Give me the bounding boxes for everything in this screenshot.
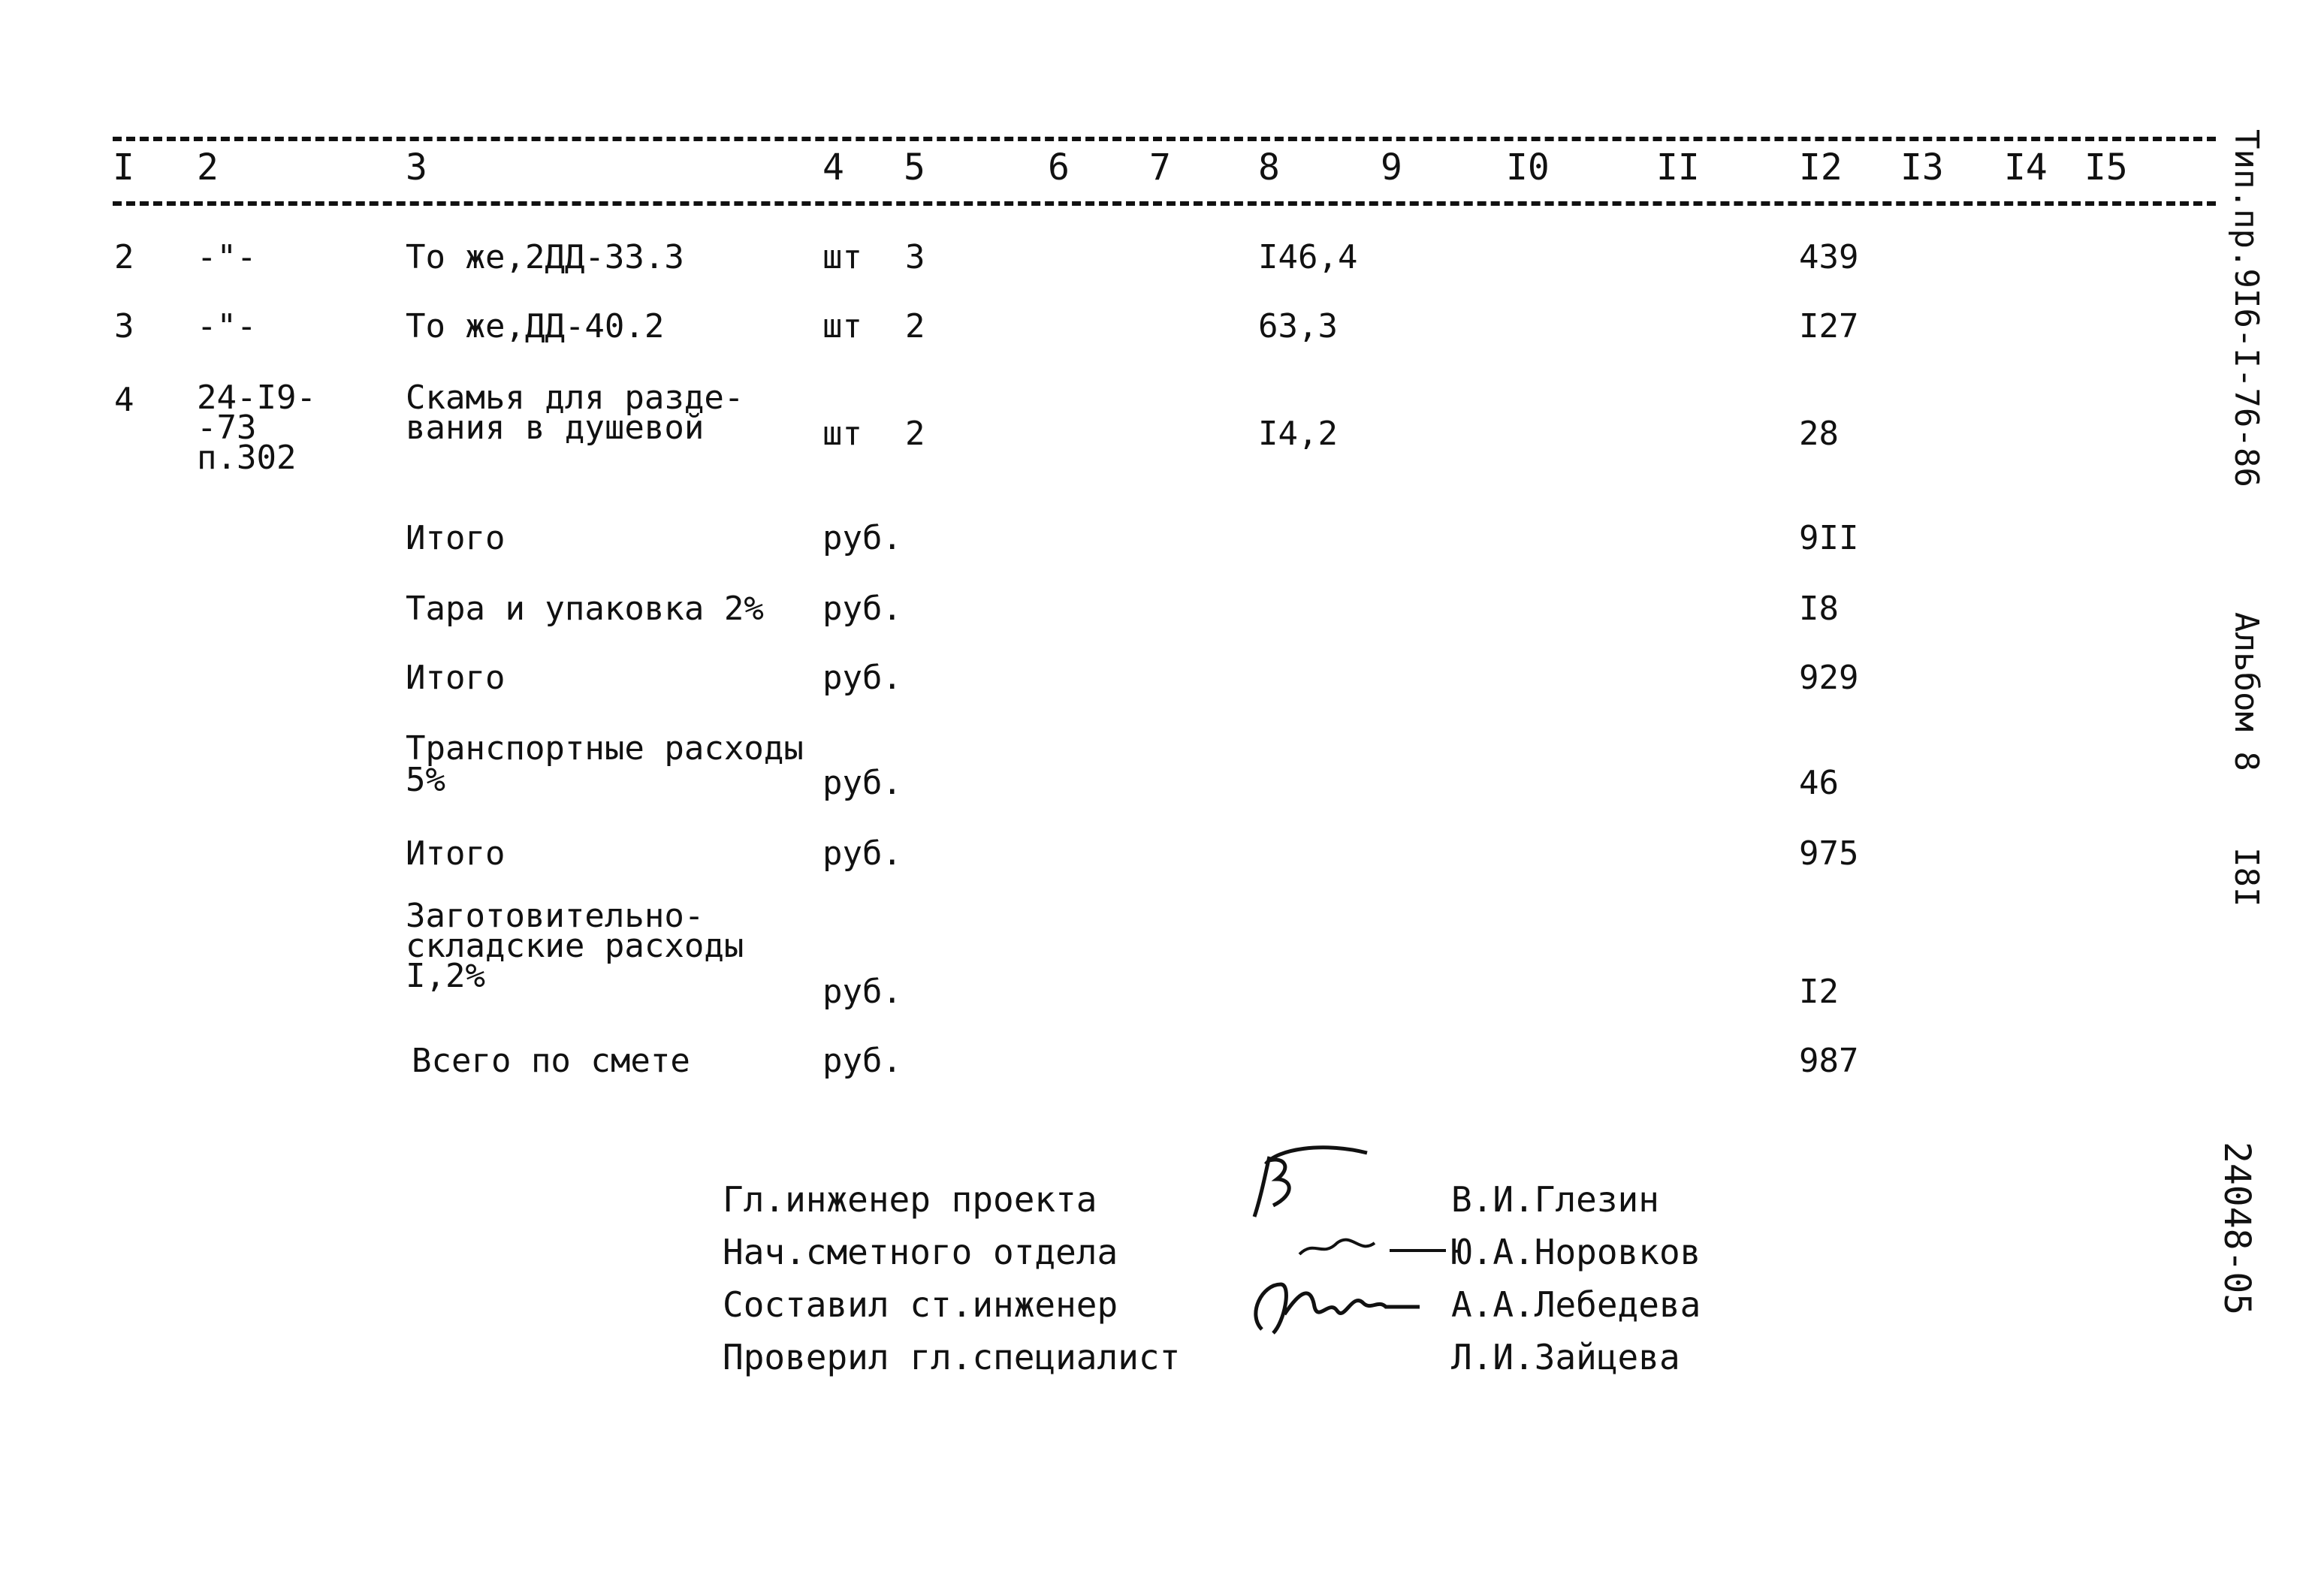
total-unit: руб. (822, 764, 902, 802)
signer-name: В.И.Глезин (1451, 1179, 1659, 1220)
handwritten-signature (1292, 1224, 1457, 1269)
total-value: 9II (1799, 519, 1859, 557)
header-col-7: 7 (1149, 146, 1171, 189)
row-total: 28 (1799, 415, 1839, 453)
total-value: 929 (1799, 659, 1859, 697)
total-unit: руб. (822, 590, 902, 628)
total-label: Итого (406, 519, 506, 557)
handwritten-signature (1232, 1134, 1382, 1232)
row-total: I27 (1799, 307, 1859, 345)
project-number: Тип.пр.9I6-I-76-86 (2227, 129, 2265, 487)
signer-role: Гл.инженер проекта (723, 1179, 1097, 1220)
row-description: Скамья для разде- вания в душевой (406, 379, 744, 447)
total-label: Тара и упаковка 2% (406, 590, 764, 628)
total-value: 975 (1799, 834, 1859, 873)
row-number: 4 (114, 381, 134, 419)
signer-name: Л.И.Зайцева (1451, 1337, 1680, 1377)
row-number: 3 (114, 307, 134, 345)
total-unit: руб. (822, 973, 902, 1011)
row-code: 24-I9- -73 п.302 (197, 379, 316, 477)
signer-role: Проверил гл.специалист (723, 1337, 1181, 1377)
row-quantity: 2 (905, 415, 925, 453)
total-label: Транспортные расходы 5% (406, 729, 804, 799)
header-bottom-rule (113, 201, 2216, 206)
row-price: I4,2 (1258, 415, 1338, 453)
handwritten-signature (1239, 1269, 1435, 1344)
row-unit: шт (822, 307, 862, 345)
total-label: Итого (406, 659, 506, 697)
header-col-11: II (1656, 146, 1700, 189)
header-col-2: 2 (197, 146, 219, 189)
row-price: 63,3 (1258, 307, 1338, 345)
header-col-14: I4 (2004, 146, 2048, 189)
album-label: Альбом 8 (2227, 612, 2265, 771)
header-col-4: 4 (822, 146, 844, 189)
header-top-rule (113, 137, 2216, 141)
grand-total-value: 987 (1799, 1042, 1859, 1080)
total-label: Итого (406, 834, 506, 873)
row-ditto: -"- (197, 238, 257, 276)
document-code: 24048-05 (2216, 1142, 2258, 1316)
total-value: I8 (1799, 590, 1839, 628)
row-quantity: 2 (905, 307, 925, 345)
total-value: 46 (1799, 764, 1839, 802)
header-col-12: I2 (1799, 146, 1843, 189)
total-unit: руб. (822, 834, 902, 873)
signer-role: Нач.сметного отдела (723, 1232, 1118, 1272)
grand-total-label: Всего по смете (412, 1042, 690, 1080)
row-description: То же,2ДД-33.3 (406, 238, 684, 276)
signer-name: Ю.А.Норовков (1451, 1232, 1701, 1272)
header-col-8: 8 (1258, 146, 1280, 189)
row-unit: шт (822, 415, 862, 453)
header-col-1: I (113, 146, 134, 189)
row-description: То же,ДД-40.2 (406, 307, 665, 345)
header-col-6: 6 (1048, 146, 1070, 189)
row-price: I46,4 (1258, 238, 1358, 276)
header-col-5: 5 (904, 146, 925, 189)
total-label: Заготовительно- складские расходы I,2% (406, 897, 744, 995)
row-number: 2 (114, 238, 134, 276)
grand-total-unit: руб. (822, 1042, 902, 1080)
total-unit: руб. (822, 659, 902, 697)
header-col-13: I3 (1900, 146, 1944, 189)
total-value: I2 (1799, 973, 1839, 1011)
header-col-10: I0 (1506, 146, 1550, 189)
header-col-15: I5 (2084, 146, 2128, 189)
header-col-3: 3 (406, 146, 427, 189)
row-total: 439 (1799, 238, 1859, 276)
page-number: I8I (2227, 847, 2265, 907)
row-ditto: -"- (197, 307, 257, 345)
header-col-9: 9 (1381, 146, 1402, 189)
total-unit: руб. (822, 519, 902, 557)
row-unit: шт (822, 238, 862, 276)
signer-name: А.А.Лебедева (1451, 1284, 1701, 1325)
signer-role: Составил ст.инженер (723, 1284, 1118, 1325)
row-quantity: 3 (905, 238, 925, 276)
